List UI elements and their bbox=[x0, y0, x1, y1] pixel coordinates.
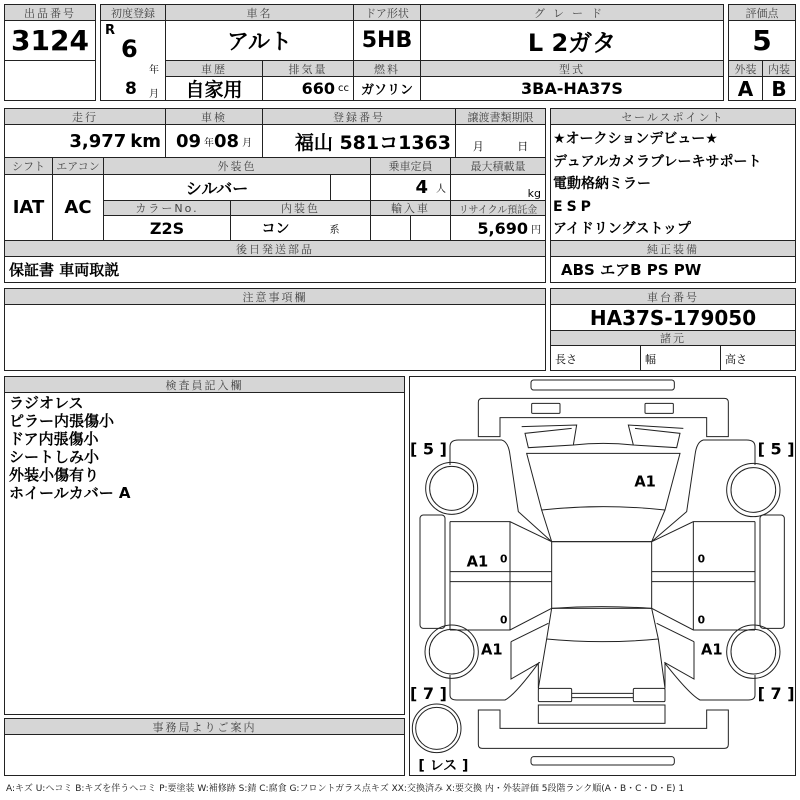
import-cell-a bbox=[370, 215, 411, 241]
import-label: 輸入車 bbox=[370, 200, 451, 216]
tire-fr: [ 5 ] bbox=[757, 439, 795, 459]
inspector-note: 外装小傷有り bbox=[9, 466, 100, 484]
equipment-label: 純正装備 bbox=[550, 240, 796, 257]
height: 高さ bbox=[720, 345, 796, 371]
year-unit: 年 bbox=[149, 65, 159, 76]
front-bumper bbox=[478, 398, 728, 436]
mileage-value: 3,977 bbox=[69, 130, 127, 152]
inspector-note: シートしみ小 bbox=[9, 448, 100, 466]
headlight-left bbox=[532, 403, 560, 413]
int-grade: B bbox=[762, 76, 796, 101]
door-type: 5HB bbox=[353, 20, 421, 61]
sale-point: ★オークションデビュー★ bbox=[553, 131, 718, 147]
ext-color: シルバー bbox=[103, 174, 331, 201]
insp-month: 08 bbox=[214, 130, 240, 152]
width: 幅 bbox=[640, 345, 721, 371]
rear-bumper bbox=[478, 710, 728, 748]
int-color bbox=[230, 215, 371, 241]
shift-label: シフト bbox=[4, 157, 53, 175]
spare-tire: [ レス ] bbox=[418, 758, 469, 774]
displacement bbox=[262, 76, 354, 101]
int-color-label: 内装色 bbox=[230, 200, 371, 216]
month-unit: 月 bbox=[149, 89, 159, 100]
damage-left-rear: A1 bbox=[481, 641, 503, 659]
inspector-label: 検査員記入欄 bbox=[4, 376, 405, 393]
sale-point: ESP bbox=[553, 198, 595, 215]
sale-points-list bbox=[553, 128, 761, 241]
plate-label: 登録番号 bbox=[262, 108, 456, 125]
grade: L 2ガタ bbox=[420, 20, 724, 61]
aircon: AC bbox=[52, 174, 104, 241]
windshield bbox=[542, 510, 665, 542]
ext-color-label: 外装色 bbox=[103, 157, 371, 175]
recycle-label: リサイクル預託金 bbox=[450, 200, 546, 216]
rear-window bbox=[547, 607, 659, 642]
transfer-month: 月 bbox=[472, 140, 484, 153]
km-unit: km bbox=[130, 130, 161, 152]
ext-grade-label: 外装 bbox=[728, 60, 763, 77]
inspection-label: 車検 bbox=[165, 108, 263, 125]
rear-panel bbox=[538, 705, 665, 723]
specs-label: 諸元 bbox=[550, 330, 796, 346]
damage-diagram-box bbox=[409, 376, 796, 776]
color-no: Z2S bbox=[103, 215, 231, 241]
ext-color-extra bbox=[330, 174, 371, 201]
damage-right-rear: A1 bbox=[701, 641, 723, 659]
capacity bbox=[370, 174, 451, 201]
notes-label: 注意事項欄 bbox=[4, 288, 546, 305]
inspection bbox=[165, 124, 263, 158]
taillight-right bbox=[633, 688, 665, 701]
sale-point: デュアルカメラブレーキサポート bbox=[553, 153, 762, 170]
import-cell-b bbox=[410, 215, 451, 241]
sale-points-label: セールスポイント bbox=[550, 108, 796, 125]
insp-year-unit: 年 bbox=[204, 137, 214, 149]
notes-area bbox=[4, 304, 546, 371]
plate-number: 福山 581コ1363 bbox=[262, 124, 456, 158]
cowl bbox=[573, 443, 633, 445]
chassis-label: 車台番号 bbox=[550, 288, 796, 305]
later-parts-label: 後日発送部品 bbox=[4, 240, 546, 257]
sale-points bbox=[550, 124, 796, 241]
damage-hood: A1 bbox=[634, 473, 656, 491]
rocker-left bbox=[420, 515, 445, 628]
recycle-fee bbox=[450, 215, 546, 241]
lot-label: 出品番号 bbox=[4, 4, 96, 21]
hood bbox=[527, 453, 680, 510]
mileage bbox=[4, 124, 166, 158]
office-area bbox=[4, 734, 405, 776]
chassis-number: HA37S-179050 bbox=[550, 304, 796, 331]
sale-point: アイドリングストップ bbox=[553, 221, 691, 237]
door-mark: 0 bbox=[500, 552, 508, 566]
displacement-label: 排気量 bbox=[262, 60, 354, 77]
door-mark: 0 bbox=[697, 613, 706, 627]
grade-label: グレード bbox=[420, 4, 724, 21]
transfer-day: 日 bbox=[517, 140, 529, 153]
inspector-notes bbox=[4, 392, 405, 715]
rear-garnish bbox=[572, 693, 634, 697]
front-bar bbox=[531, 380, 674, 390]
tire-fl: [ 5 ] bbox=[410, 439, 447, 459]
model-label: 型式 bbox=[420, 60, 724, 77]
int-grade-label: 内装 bbox=[762, 60, 796, 77]
reg-month: 8 bbox=[125, 79, 137, 99]
door-label: ドア形状 bbox=[353, 4, 421, 21]
quarter-left bbox=[450, 623, 548, 700]
aircon-label: エアコン bbox=[52, 157, 104, 175]
max-load-label: 最大積載量 bbox=[450, 157, 546, 175]
yen-unit: 円 bbox=[531, 224, 541, 236]
wheels bbox=[412, 462, 780, 752]
lot-number: 3124 bbox=[4, 20, 96, 61]
first-reg-cell bbox=[100, 20, 166, 101]
grille-left bbox=[522, 425, 577, 448]
ext-grade: A bbox=[728, 76, 763, 101]
max-load: kg bbox=[450, 174, 546, 201]
inspector-note: ホイールカバー A bbox=[9, 484, 131, 502]
trunk bbox=[538, 639, 665, 688]
inspector-note: ラジオレス bbox=[9, 394, 84, 412]
fuel-label: 燃料 bbox=[353, 60, 421, 77]
roof bbox=[552, 542, 652, 609]
office-label: 事務局よりご案内 bbox=[4, 718, 405, 735]
capacity-unit: 人 bbox=[436, 184, 446, 195]
length: 長さ bbox=[550, 345, 641, 371]
later-parts: 保証書 車両取説 bbox=[4, 256, 546, 283]
fender-front-right bbox=[652, 440, 755, 542]
era: R bbox=[105, 23, 116, 38]
capacity-label: 乗車定員 bbox=[370, 157, 451, 175]
inspector-list bbox=[9, 394, 131, 502]
sale-point: 電動格納ミラー bbox=[553, 176, 651, 192]
int-color-value: コン bbox=[261, 221, 290, 237]
door-mark: 0 bbox=[500, 613, 508, 627]
capacity-value: 4 bbox=[415, 177, 428, 198]
rocker-right bbox=[760, 515, 784, 628]
mileage-label: 走行 bbox=[4, 108, 166, 125]
shift: IAT bbox=[4, 174, 53, 241]
damage-left-door: A1 bbox=[466, 553, 489, 571]
int-color-unit: 系 bbox=[329, 224, 340, 236]
grille-right bbox=[628, 425, 683, 448]
history-label: 車歴 bbox=[165, 60, 263, 77]
score-label: 評価点 bbox=[728, 4, 796, 21]
insp-month-unit: 月 bbox=[242, 137, 253, 149]
rear-bar bbox=[531, 757, 674, 765]
score: 5 bbox=[728, 20, 796, 61]
lot-blank bbox=[4, 60, 96, 101]
history: 自家用 bbox=[165, 76, 263, 101]
inspector-note: ピラー内張傷小 bbox=[9, 412, 115, 430]
reg-year: 6 bbox=[121, 35, 138, 63]
tire-rr: [ 7 ] bbox=[757, 684, 795, 703]
first-reg-label: 初度登録 bbox=[100, 4, 166, 21]
quarter-right bbox=[657, 623, 755, 700]
car-name-label: 車名 bbox=[165, 4, 354, 21]
cc-unit: cc bbox=[338, 83, 349, 94]
fuel: ガソリン bbox=[353, 76, 421, 101]
equipment: ABS エアB PS PW bbox=[550, 256, 796, 283]
car-name: アルト bbox=[165, 20, 354, 61]
door-mark: 0 bbox=[697, 552, 706, 566]
legend: A:キズ U:ヘコミ B:キズを伴うヘコミ P:要塗装 W:補修跡 S:錆 C:腐食 G:フロントガラス点キズ XX:交換済み X:要交換 内・外装評価 5段階ランク順(A・B・C・D・E) 1 bbox=[6, 784, 685, 794]
model-code: 3BA-HA37S bbox=[420, 76, 724, 101]
headlight-right bbox=[645, 403, 673, 413]
transfer-label: 譲渡書類期限 bbox=[455, 108, 546, 125]
insp-year: 09 bbox=[175, 130, 201, 152]
transfer-deadline bbox=[455, 124, 546, 158]
recycle-value: 5,690 bbox=[477, 218, 528, 238]
tire-rl: [ 7 ] bbox=[410, 684, 447, 703]
color-no-label: カラーNo. bbox=[103, 200, 231, 216]
car-diagram bbox=[409, 376, 796, 775]
inspector-note: ドア内張傷小 bbox=[9, 430, 99, 448]
taillight-left bbox=[538, 688, 571, 701]
displacement-value: 660 bbox=[301, 79, 335, 98]
